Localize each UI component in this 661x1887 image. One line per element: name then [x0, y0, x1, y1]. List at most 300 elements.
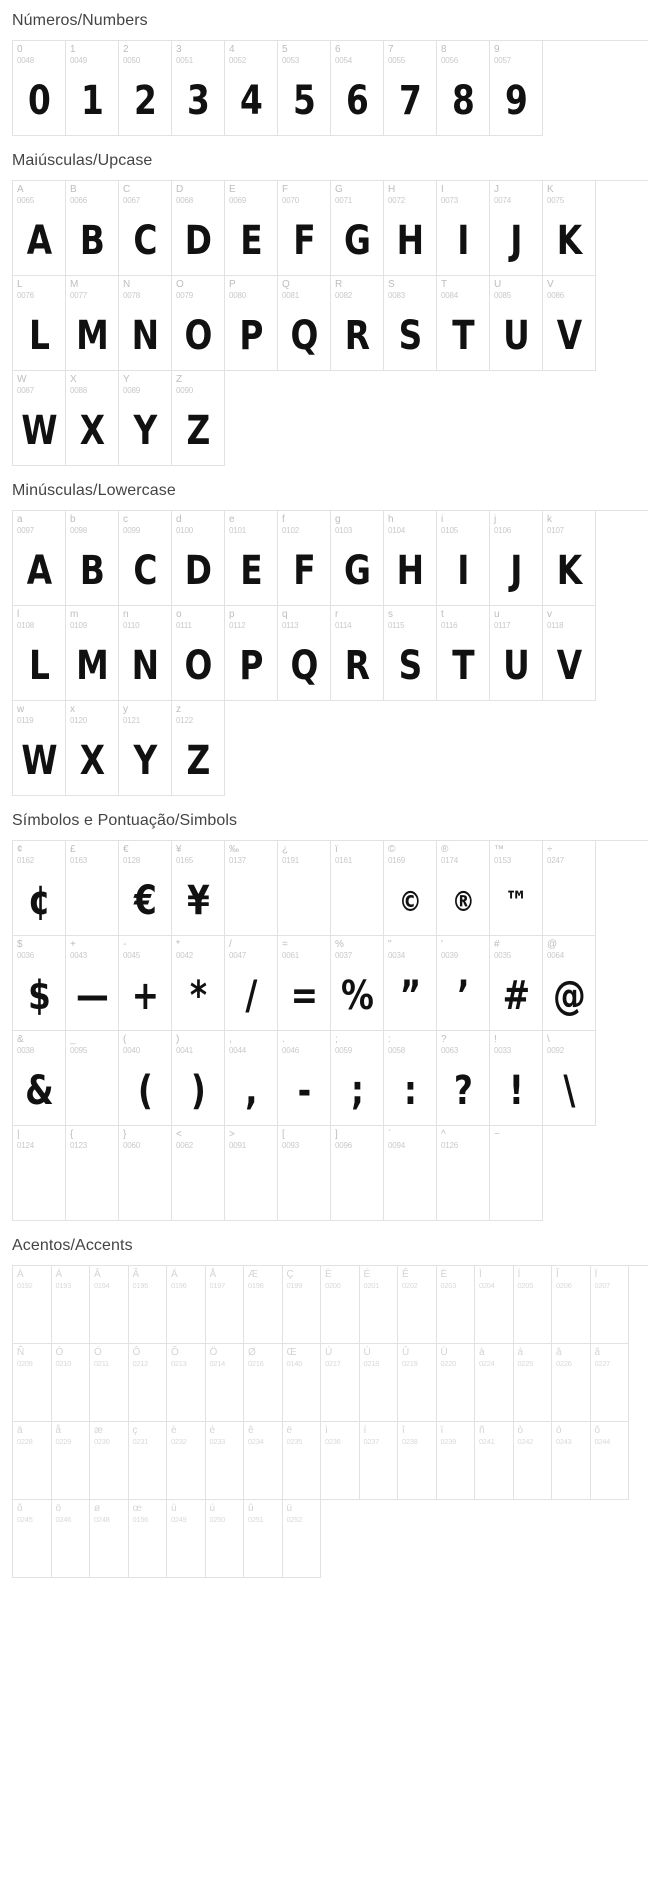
- glyph-char-label: ã: [594, 1347, 601, 1358]
- glyph-code-label: 0092: [547, 1046, 564, 1055]
- glyph-cell[interactable]: [552, 1344, 591, 1422]
- glyph-code-label: 0216: [248, 1359, 264, 1368]
- glyph-char-label: [: [282, 1129, 285, 1140]
- section-title: Maiúsculas/Upcase: [12, 152, 153, 169]
- glyph-code-label: 0098: [70, 526, 87, 535]
- glyph-cell[interactable]: [331, 181, 384, 276]
- glyph-cell[interactable]: [490, 276, 543, 371]
- glyph-code-label: 0192: [17, 1281, 33, 1290]
- glyph-char-label: ;: [335, 1034, 338, 1045]
- glyph-cell[interactable]: [244, 1422, 283, 1500]
- glyph-code-label: 0045: [123, 951, 140, 960]
- glyph-cell[interactable]: [13, 276, 66, 371]
- glyph-cell[interactable]: [225, 276, 278, 371]
- glyph-code-label: 0225: [517, 1359, 533, 1368]
- glyph-cell[interactable]: [244, 1500, 283, 1578]
- glyph-cell[interactable]: [514, 1422, 553, 1500]
- glyph-cell[interactable]: [331, 606, 384, 701]
- glyph-code-label: 0103: [335, 526, 352, 535]
- glyph-cell[interactable]: [119, 181, 172, 276]
- glyph-char-label: ): [176, 1034, 180, 1045]
- glyph-cell[interactable]: [172, 511, 225, 606]
- glyph-cell[interactable]: [66, 181, 119, 276]
- glyph-code-label: 0250: [209, 1515, 225, 1524]
- glyph-cell[interactable]: [278, 181, 331, 276]
- glyph-cell[interactable]: [167, 1422, 206, 1500]
- glyph-code-label: 0117: [494, 621, 511, 630]
- glyph-code-label: 0096: [335, 1141, 352, 1150]
- glyph-cell[interactable]: [490, 1031, 543, 1126]
- glyph-code-label: 0038: [17, 1046, 34, 1055]
- glyph-char-label: Ç: [286, 1269, 294, 1280]
- glyph-render: L: [28, 643, 50, 689]
- glyph-cell[interactable]: [206, 1500, 245, 1578]
- glyph-cell[interactable]: [172, 371, 225, 466]
- glyph-cell[interactable]: [278, 1031, 331, 1126]
- glyph-code-label: 0110: [123, 621, 140, 630]
- glyph-cell[interactable]: [66, 606, 119, 701]
- glyph-cell[interactable]: [172, 1126, 225, 1221]
- glyph-cell[interactable]: [514, 1344, 553, 1422]
- glyph-char-label: #: [494, 939, 500, 950]
- glyph-cell[interactable]: [360, 1422, 399, 1500]
- glyph-cell[interactable]: [52, 1344, 91, 1422]
- glyph-cell[interactable]: [225, 181, 278, 276]
- glyph-cell[interactable]: [13, 511, 66, 606]
- glyph-cell[interactable]: [437, 511, 490, 606]
- glyph-render: C: [133, 548, 157, 594]
- glyph-code-label: 0061: [282, 951, 299, 960]
- glyph-code-label: 0043: [70, 951, 87, 960]
- glyph-cell[interactable]: [283, 1344, 322, 1422]
- glyph-cell[interactable]: [321, 1266, 360, 1344]
- glyph-char-label: Ê: [402, 1269, 409, 1280]
- glyph-char-label: E: [229, 184, 236, 195]
- glyph-char-label: Ä: [171, 1269, 178, 1280]
- glyph-code-label: 0102: [282, 526, 299, 535]
- glyph-cell[interactable]: [167, 1266, 206, 1344]
- glyph-char-label: K: [547, 184, 554, 195]
- glyph-cell[interactable]: [13, 1422, 52, 1500]
- glyph-char-label: N: [123, 279, 131, 290]
- glyph-cell[interactable]: [172, 841, 225, 936]
- glyph-char-label: *: [176, 939, 180, 950]
- glyph-cell[interactable]: [514, 1266, 553, 1344]
- glyph-code-label: 0231: [132, 1437, 148, 1446]
- glyph-cell[interactable]: [66, 276, 119, 371]
- glyph-char-label: p: [229, 609, 235, 620]
- glyph-code-label: 0089: [123, 386, 140, 395]
- glyph-cell[interactable]: [543, 841, 596, 936]
- glyph-char-label: m: [70, 609, 79, 620]
- glyph-cell[interactable]: [13, 1266, 52, 1344]
- glyph-char-label: 0: [17, 44, 23, 55]
- glyph-cell[interactable]: [278, 41, 331, 136]
- glyph-char-label: Â: [94, 1269, 101, 1280]
- glyph-char-label: É: [363, 1269, 371, 1280]
- glyph-cell[interactable]: [384, 606, 437, 701]
- glyph-render: P: [239, 313, 263, 359]
- glyph-code-label: 0107: [547, 526, 564, 535]
- glyph-cell[interactable]: [66, 841, 119, 936]
- glyph-cell[interactable]: [437, 606, 490, 701]
- glyph-cell[interactable]: [225, 1031, 278, 1126]
- glyph-render: G: [343, 548, 371, 594]
- glyph-render: -: [297, 1068, 311, 1114]
- glyph-char-label: v: [547, 609, 552, 620]
- glyph-cell[interactable]: [331, 1126, 384, 1221]
- glyph-code-label: 0206: [556, 1281, 572, 1290]
- glyph-render: J: [510, 548, 522, 594]
- glyph-cell[interactable]: [90, 1500, 129, 1578]
- glyph-cell[interactable]: [13, 606, 66, 701]
- glyph-render: S: [398, 313, 422, 359]
- glyph-char-label: ö: [55, 1503, 62, 1514]
- glyph-char-label: ì: [325, 1425, 328, 1436]
- glyph-cell[interactable]: [66, 701, 119, 796]
- glyph-char-label: ú: [209, 1503, 216, 1514]
- glyph-char-label: C: [123, 184, 131, 195]
- glyph-cell[interactable]: [172, 276, 225, 371]
- glyph-cell[interactable]: [278, 936, 331, 1031]
- glyph-char-label: 7: [388, 44, 394, 55]
- glyph-char-label: n: [123, 609, 129, 620]
- glyph-code-label: 0078: [123, 291, 140, 300]
- glyph-cell[interactable]: [13, 701, 66, 796]
- glyph-code-label: 0058: [388, 1046, 405, 1055]
- glyph-char-label: F: [282, 184, 289, 195]
- glyph-cell[interactable]: [283, 1422, 322, 1500]
- glyph-cell[interactable]: [13, 1500, 52, 1578]
- glyph-cell[interactable]: [225, 41, 278, 136]
- glyph-code-label: 0083: [388, 291, 405, 300]
- glyph-code-label: 0204: [479, 1281, 495, 1290]
- glyph-char-label: û: [248, 1503, 254, 1514]
- glyph-cell[interactable]: [437, 1126, 490, 1221]
- glyph-char-label: Z: [176, 374, 183, 385]
- glyph-cell[interactable]: [172, 1031, 225, 1126]
- glyph-cell[interactable]: [321, 1422, 360, 1500]
- glyph-cell[interactable]: [90, 1266, 129, 1344]
- glyph-cell[interactable]: [66, 1126, 119, 1221]
- glyph-cell[interactable]: [244, 1266, 283, 1344]
- glyph-cell[interactable]: [384, 511, 437, 606]
- glyph-cell[interactable]: [475, 1422, 514, 1500]
- glyph-cell[interactable]: [490, 606, 543, 701]
- glyph-cell[interactable]: [437, 1344, 476, 1422]
- glyph-render: ¥: [186, 878, 210, 924]
- glyph-cell[interactable]: [13, 371, 66, 466]
- glyph-cell[interactable]: [225, 841, 278, 936]
- glyph-cell[interactable]: [384, 1031, 437, 1126]
- glyph-cell[interactable]: [398, 1422, 437, 1500]
- glyph-cell[interactable]: [437, 841, 490, 936]
- glyph-cell[interactable]: [490, 1126, 543, 1221]
- glyph-char-label: Î: [556, 1269, 559, 1280]
- glyph-cell[interactable]: [398, 1344, 437, 1422]
- glyph-cell[interactable]: [119, 936, 172, 1031]
- glyph-char-label: j: [494, 514, 497, 525]
- glyph-char-label: r: [335, 609, 339, 620]
- glyph-char-label: `: [388, 1129, 392, 1140]
- glyph-cell[interactable]: [52, 1266, 91, 1344]
- glyph-cell[interactable]: [384, 1126, 437, 1221]
- glyph-cell[interactable]: [278, 511, 331, 606]
- glyph-cell[interactable]: [119, 511, 172, 606]
- glyph-cell[interactable]: [206, 1422, 245, 1500]
- glyph-cell[interactable]: [437, 1422, 476, 1500]
- glyph-cell[interactable]: [384, 276, 437, 371]
- glyph-cell[interactable]: [119, 701, 172, 796]
- glyph-cell[interactable]: [52, 1500, 91, 1578]
- glyph-cell[interactable]: [13, 1344, 52, 1422]
- glyph-cell[interactable]: [119, 41, 172, 136]
- glyph-char-label: U: [494, 279, 502, 290]
- glyph-cell[interactable]: [591, 1422, 630, 1500]
- glyph-cell[interactable]: [129, 1500, 168, 1578]
- glyph-cell[interactable]: [172, 181, 225, 276]
- glyph-code-label: 0109: [70, 621, 87, 630]
- glyph-render: *: [189, 973, 207, 1019]
- glyph-char-label: ®: [441, 844, 449, 855]
- glyph-char-label: ø: [94, 1503, 101, 1514]
- glyph-render: Y: [133, 738, 157, 784]
- glyph-cell[interactable]: [360, 1266, 399, 1344]
- glyph-char-label: |: [17, 1129, 20, 1140]
- glyph-cell[interactable]: [66, 511, 119, 606]
- glyph-code-label: 0238: [402, 1437, 418, 1446]
- glyph-cell[interactable]: [119, 276, 172, 371]
- glyph-cell[interactable]: [331, 276, 384, 371]
- glyph-render: ?: [453, 1068, 473, 1114]
- glyph-cell[interactable]: [119, 1126, 172, 1221]
- glyph-code-label: 0054: [335, 56, 352, 65]
- glyph-code-label: 0074: [494, 196, 511, 205]
- glyph-cell[interactable]: [490, 841, 543, 936]
- glyph-char-label: à: [479, 1347, 485, 1358]
- glyph-cell[interactable]: [172, 701, 225, 796]
- glyph-code-label: 0124: [17, 1141, 34, 1150]
- glyph-cell[interactable]: [13, 936, 66, 1031]
- glyph-cell[interactable]: [552, 1422, 591, 1500]
- glyph-code-label: 0100: [176, 526, 193, 535]
- glyph-cell[interactable]: [278, 276, 331, 371]
- glyph-cell[interactable]: [66, 936, 119, 1031]
- glyph-code-label: 0247: [547, 856, 564, 865]
- glyph-code-label: 0165: [176, 856, 193, 865]
- glyph-cell[interactable]: [119, 371, 172, 466]
- glyph-code-label: 0251: [248, 1515, 264, 1524]
- glyph-render: D: [184, 218, 212, 264]
- glyph-render: ©: [398, 884, 422, 918]
- glyph-cell[interactable]: [90, 1344, 129, 1422]
- glyph-code-label: 0050: [123, 56, 140, 65]
- glyph-code-label: 0198: [248, 1281, 264, 1290]
- glyph-code-label: 0245: [17, 1515, 33, 1524]
- glyph-cell[interactable]: [490, 181, 543, 276]
- glyph-cell[interactable]: [543, 936, 596, 1031]
- glyph-char-label: À: [17, 1269, 24, 1280]
- glyph-cell[interactable]: [283, 1500, 322, 1578]
- glyph-cell[interactable]: [167, 1344, 206, 1422]
- glyph-cell[interactable]: [172, 606, 225, 701]
- glyph-code-label: 0049: [70, 56, 87, 65]
- glyph-cell[interactable]: [13, 1031, 66, 1126]
- glyph-cell[interactable]: [206, 1344, 245, 1422]
- glyph-cell[interactable]: [475, 1266, 514, 1344]
- glyph-render: :: [403, 1068, 417, 1114]
- glyph-cell[interactable]: [543, 276, 596, 371]
- glyph-cell[interactable]: [225, 936, 278, 1031]
- glyph-cell[interactable]: [384, 41, 437, 136]
- glyph-cell[interactable]: [278, 1126, 331, 1221]
- glyph-cell[interactable]: [167, 1500, 206, 1578]
- glyph-cell[interactable]: [52, 1422, 91, 1500]
- glyph-render: Z: [186, 408, 210, 454]
- glyph-cell[interactable]: [225, 1126, 278, 1221]
- glyph-cell[interactable]: [13, 1126, 66, 1221]
- glyph-cell[interactable]: [552, 1266, 591, 1344]
- glyph-cell[interactable]: [331, 841, 384, 936]
- glyph-code-label: 0252: [286, 1515, 302, 1524]
- glyph-cell[interactable]: [172, 936, 225, 1031]
- section-accents: [12, 1225, 649, 1578]
- glyph-cell[interactable]: [437, 936, 490, 1031]
- glyph-char-label: 6: [335, 44, 341, 55]
- glyph-code-label: 0114: [335, 621, 352, 630]
- glyph-char-label: 2: [123, 44, 129, 55]
- glyph-cell[interactable]: [278, 606, 331, 701]
- glyph-cell[interactable]: [543, 606, 596, 701]
- glyph-char-label: î: [402, 1425, 405, 1436]
- glyph-char-label: Ö: [209, 1347, 218, 1358]
- glyph-cell[interactable]: [244, 1344, 283, 1422]
- glyph-cell[interactable]: [490, 936, 543, 1031]
- glyph-render: A: [26, 548, 52, 594]
- section-title: Números/Numbers: [12, 12, 148, 29]
- glyph-code-label: 0196: [171, 1281, 187, 1290]
- glyph-char-label: $: [17, 939, 23, 950]
- glyph-char-label: =: [282, 939, 288, 950]
- glyph-cell[interactable]: [437, 181, 490, 276]
- glyph-cell[interactable]: [90, 1422, 129, 1500]
- glyph-char-label: y: [123, 704, 128, 715]
- glyph-render: B: [79, 218, 105, 264]
- glyph-char-label: ô: [594, 1425, 601, 1436]
- glyph-code-label: 0248: [94, 1515, 110, 1524]
- glyph-cell[interactable]: [360, 1344, 399, 1422]
- glyph-code-label: 0232: [171, 1437, 187, 1446]
- glyph-char-label: ": [388, 939, 392, 950]
- glyph-char-label: S: [388, 279, 395, 290]
- glyph-cell[interactable]: [13, 181, 66, 276]
- glyph-cell[interactable]: [384, 181, 437, 276]
- glyph-cell[interactable]: [119, 1031, 172, 1126]
- glyph-render: M: [76, 313, 108, 359]
- glyph-char-label: ¢: [17, 844, 23, 855]
- glyph-cell[interactable]: [119, 606, 172, 701]
- glyph-char-label: c: [123, 514, 128, 525]
- glyph-cell[interactable]: [129, 1422, 168, 1500]
- glyph-cell[interactable]: [543, 181, 596, 276]
- glyph-render: H: [396, 218, 424, 264]
- glyph-render: F: [293, 548, 315, 594]
- glyph-cell[interactable]: [283, 1266, 322, 1344]
- glyph-cell[interactable]: [437, 41, 490, 136]
- glyph-cell[interactable]: [331, 511, 384, 606]
- glyph-cell[interactable]: [66, 41, 119, 136]
- glyph-cell[interactable]: [437, 1031, 490, 1126]
- glyph-code-label: 0035: [494, 951, 511, 960]
- glyph-char-label: ]: [335, 1129, 338, 1140]
- glyph-cell[interactable]: [278, 841, 331, 936]
- glyph-cell[interactable]: [66, 1031, 119, 1126]
- glyph-cell[interactable]: [172, 41, 225, 136]
- glyph-cell[interactable]: [225, 606, 278, 701]
- glyph-cell[interactable]: [384, 841, 437, 936]
- glyph-char-label: é: [209, 1425, 216, 1436]
- glyph-cell[interactable]: [331, 1031, 384, 1126]
- glyph-cell[interactable]: [591, 1266, 630, 1344]
- glyph-char-label: P: [229, 279, 236, 290]
- section-symbols: [12, 800, 649, 1221]
- glyph-cell[interactable]: [331, 41, 384, 136]
- glyph-cell[interactable]: [591, 1344, 630, 1422]
- glyph-code-label: 0140: [286, 1359, 302, 1368]
- glyph-code-label: 0237: [363, 1437, 379, 1446]
- glyph-code-label: 0218: [363, 1359, 379, 1368]
- glyph-cell[interactable]: [206, 1266, 245, 1344]
- glyph-char-label: X: [70, 374, 77, 385]
- glyph-code-label: 0113: [282, 621, 299, 630]
- glyph-render: [230, 1154, 273, 1218]
- glyph-cell[interactable]: [543, 1031, 596, 1126]
- glyph-cell[interactable]: [331, 936, 384, 1031]
- glyph-char-label: Å: [209, 1269, 217, 1280]
- glyph-code-label: 0076: [17, 291, 34, 300]
- glyph-render: +: [131, 973, 159, 1019]
- glyph-cell[interactable]: [129, 1266, 168, 1344]
- glyph-cell[interactable]: [66, 371, 119, 466]
- glyph-cell[interactable]: [398, 1266, 437, 1344]
- glyph-render: Y: [133, 408, 157, 454]
- glyph-cell[interactable]: [475, 1344, 514, 1422]
- glyph-cell[interactable]: [490, 41, 543, 136]
- glyph-cell[interactable]: [129, 1344, 168, 1422]
- glyph-cell[interactable]: [437, 1266, 476, 1344]
- glyph-cell[interactable]: [225, 511, 278, 606]
- glyph-cell[interactable]: [437, 276, 490, 371]
- glyph-cell[interactable]: [13, 41, 66, 136]
- glyph-code-label: 0119: [17, 716, 34, 725]
- glyph-cell[interactable]: [384, 936, 437, 1031]
- glyph-render: E: [240, 548, 262, 594]
- glyph-cell[interactable]: [543, 511, 596, 606]
- glyph-code-label: 0241: [479, 1437, 495, 1446]
- glyph-cell[interactable]: [490, 511, 543, 606]
- glyph-code-label: 0106: [494, 526, 511, 535]
- glyph-cell[interactable]: [119, 841, 172, 936]
- glyph-char-label: d: [176, 514, 182, 525]
- glyph-code-label: 0055: [388, 56, 405, 65]
- glyph-cell[interactable]: [321, 1344, 360, 1422]
- glyph-code-label: 0039: [441, 951, 458, 960]
- glyph-code-label: 0230: [94, 1437, 110, 1446]
- glyph-code-label: 0033: [494, 1046, 511, 1055]
- glyph-char-label: %: [335, 939, 344, 950]
- glyph-char-label: Ø: [248, 1347, 256, 1358]
- glyph-cell[interactable]: [13, 841, 66, 936]
